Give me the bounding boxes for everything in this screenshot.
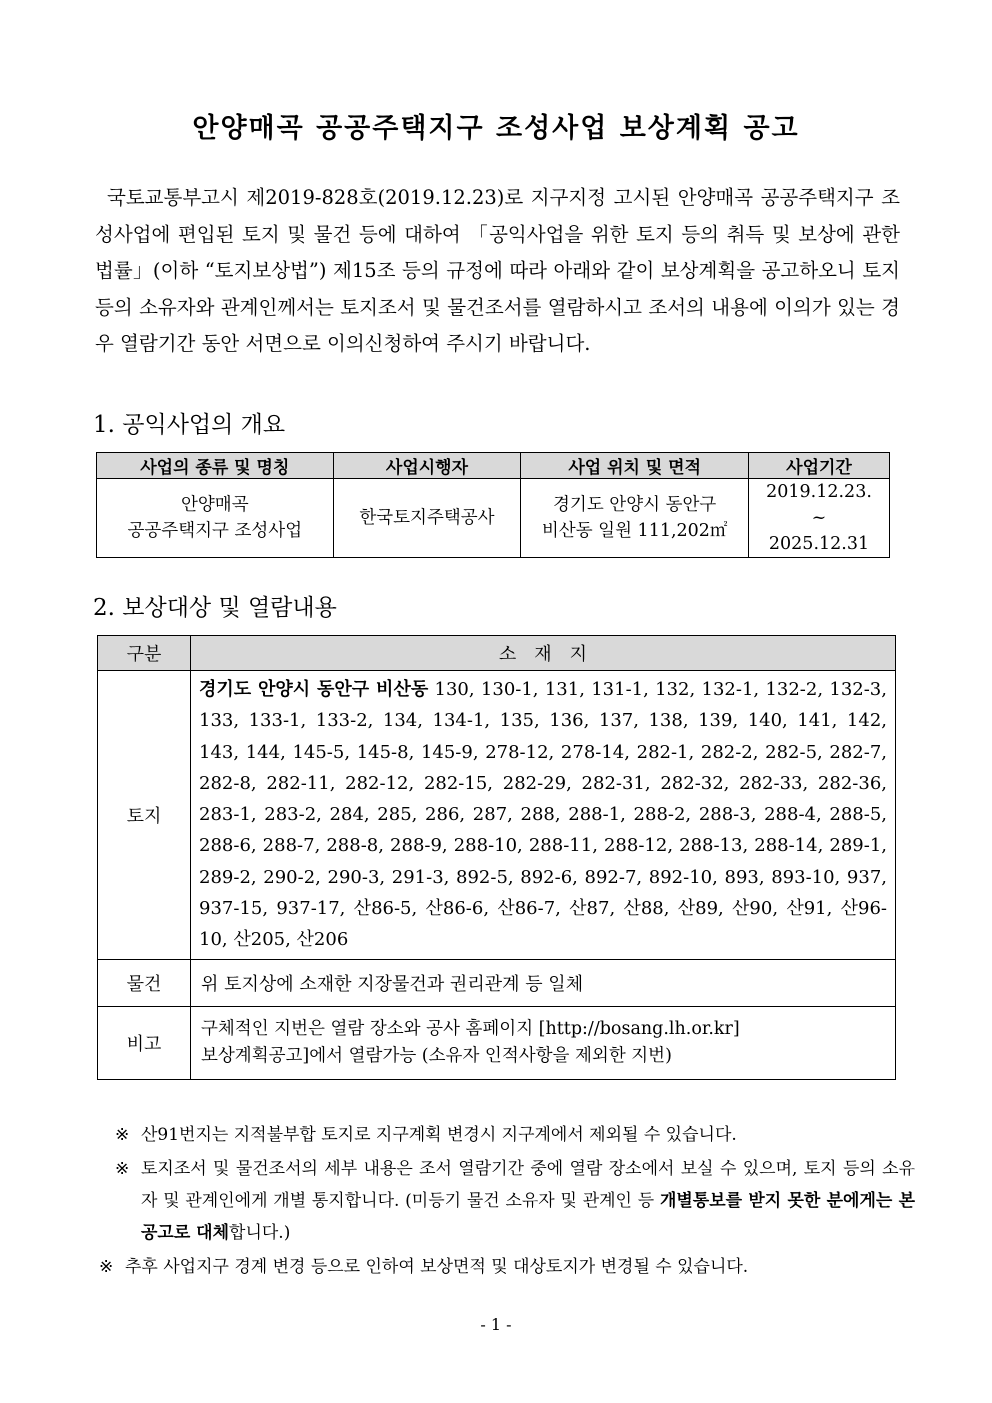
location-cell: 경기도 안양시 동안구 비산동 일원 111,202㎡: [521, 479, 749, 558]
header-location: 소 재 지: [191, 636, 896, 671]
operator-cell: 한국토지주택공사: [333, 479, 521, 558]
land-address: 경기도 안양시 동안구 비산동: [199, 679, 429, 700]
goods-row: [98, 959, 896, 1006]
section1-heading: 1. 공익사업의 개요: [93, 412, 286, 438]
header-operator: 사업시행자: [333, 453, 521, 479]
header-period: 사업기간: [749, 453, 890, 479]
page-number: - 1 -: [480, 1315, 512, 1334]
note-text: 토지조서 및 물건조서의 세부 내용은 조서 열람기간 중에 열람 장소에서 보실 수 있으며, 토지 등의 소유자 및 관계인에게 개별 통지합니다. (미등기 물건 소유자 및 관계인 등: [141, 1159, 915, 1211]
table-row: [97, 479, 890, 558]
note-item: [115, 1119, 915, 1151]
project-name-cell: 안양매곡 공공주택지구 조성사업: [97, 479, 334, 558]
reference-mark-icon: ※: [99, 1257, 114, 1277]
land-lot-numbers: 130, 130-1, 131, 131-1, 132, 132-1, 132-2, 132-3, 133, 133-1, 133-2, 134, 134-1, 135, 136, 137, 138, 139, 140, 141, 142, 143, 144, 145-5, 145-8, 145-9, 278-12, 278-14, 282-1, 282-2, 282-5, 282-7, 282-8, 282-11, 282-12, 282-15, 282-29, 282-31, 282-32, 282-33, 282-36, 283-1, 283-2, 284, 285, 286, 287, 288, 288-1, 288-2, 288-3, 288-4, 288-5, 288-6, 288-7, 288-8, 288-9, 288-10, 288-11, 288-12, 288-13, 288-14, 289-1, 289-2, 290-2, 290-3, 291-3, 892-5, 892-6, 892-7, 892-10, 893, 893-10, 937, 937-15, 937-17, 산86-5, 산86-6, 산86-7, 산87, 산88, 산89, 산90, 산91, 산96-10, 산205, 산206: [199, 679, 887, 951]
land-row: [98, 671, 896, 960]
period-cell: 2019.12.23. ~ 2025.12.31: [749, 479, 890, 558]
intro-text: 국토교통부고시 제2019-828호(2019.12.23)로 지구지정 고시된 안양매곡 공공주택지구 조성사업에 편입된 토지 및 물건 등에 대하여 「공익사업을 위한 토지 등의 취득 및 보상에 관한 법률」(이하 “토지보상법”) 제15조 등의 규정에 따라 아래와 같이 보상계획을 공고하오니 토지 등의 소유자와 관계인께서는 토지조서 및 물건조서를 열람하시고 조서의 내용에 이의가 있는 경우 열람기간 동안 서면으로 이의신청하여 주시기 바랍니다.: [95, 186, 900, 356]
section2-heading: 2. 보상대상 및 열람내용: [93, 595, 337, 621]
header-location: 사업 위치 및 면적: [521, 453, 749, 479]
land-lots-cell: [191, 671, 896, 960]
remark-row: [98, 1006, 896, 1079]
note-text: 추후 사업지구 경계 변경 등으로 인하여 보상면적 및 대상토지가 변경될 수 있습니다.: [125, 1257, 749, 1277]
header-project-type: 사업의 종류 및 명칭: [97, 453, 334, 479]
note-text: 산91번지는 지적불부합 토지로 지구계획 변경시 지구계에서 제외될 수 있습니다.: [141, 1125, 737, 1145]
header-category: 구분: [98, 636, 191, 671]
remark-line-1: 구체적인 지번은 열람 장소와 공사 홈페이지 [http://bosang.lh.or.kr]: [201, 1018, 740, 1039]
remark-line-2: 보상계획공고]에서 열람가능 (소유자 인적사항을 제외한 지번): [201, 1045, 672, 1066]
compensation-target-table: [97, 635, 896, 1080]
land-label: 토지: [98, 671, 191, 960]
reference-mark-icon: ※: [115, 1159, 130, 1179]
table-header-row: [97, 453, 890, 479]
reference-mark-icon: ※: [115, 1125, 130, 1145]
note-emphasis: 개별통보를 받지 못한 분에게는 본 공고로 대체: [141, 1191, 915, 1243]
intro-paragraph: [95, 180, 900, 363]
note-item: [99, 1251, 915, 1283]
remark-cell: [191, 1006, 896, 1079]
project-overview-table: [96, 452, 890, 558]
note-text-end: 합니다.): [229, 1223, 291, 1243]
table-header-row: [98, 636, 896, 671]
remark-label: 비고: [98, 1006, 191, 1079]
page-title: 안양매곡 공공주택지구 조성사업 보상계획 공고: [192, 113, 800, 144]
note-item: [115, 1153, 915, 1249]
goods-text: 위 토지상에 소재한 지장물건과 권리관계 등 일체: [191, 959, 896, 1006]
notes-list: [99, 1119, 915, 1285]
goods-label: 물건: [98, 959, 191, 1006]
